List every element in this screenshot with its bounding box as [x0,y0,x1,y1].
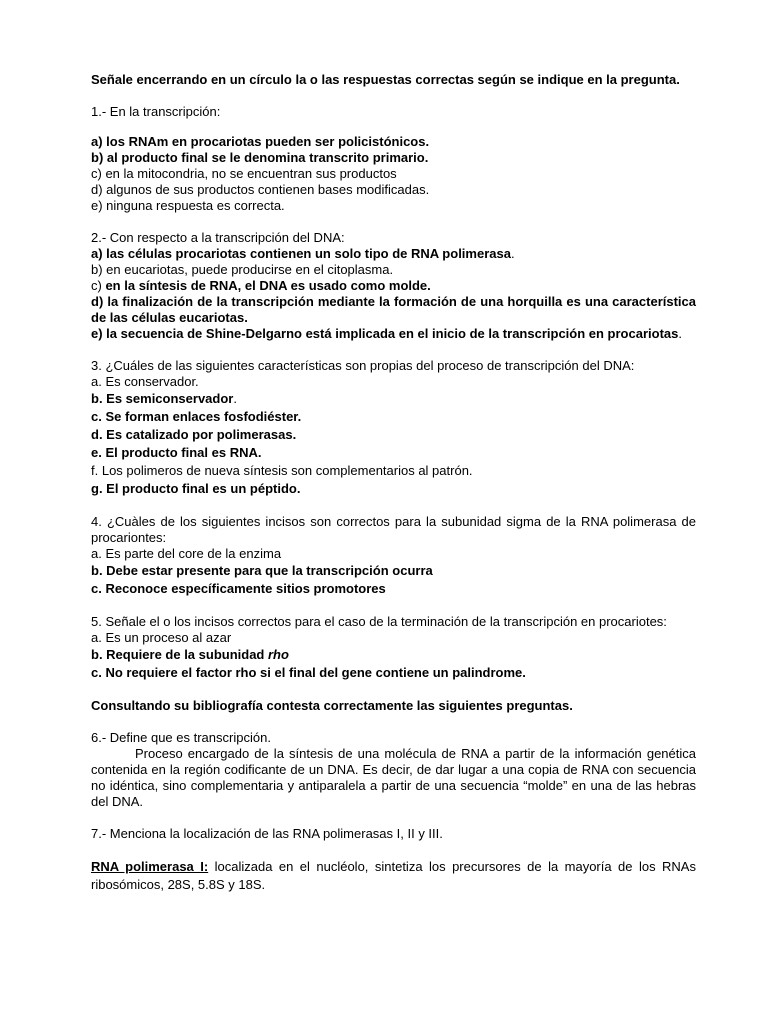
q2-option-a-end: . [510,246,515,261]
q3-option-d: d. Es catalizado por polimerasas. [91,427,297,442]
q7-answer-text: localizada en el nucléolo, sintetiza los precursores de la mayoría de los RNAs ribosómicos, 28S, 5.8S y 18S. [91,859,696,892]
q3-option-c: c. Se forman enlaces fosfodiéster. [91,409,302,424]
q2-option-a-text: a) las células procariotas contienen un solo tipo de RNA polimerasa [91,246,511,261]
question-7-title: 7.- Menciona la localización de las RNA polimerasas I, II y III. [91,826,443,841]
q5-option-b [91,646,696,664]
q5-option-b-italic: rho [267,647,289,662]
q2-option-c [91,278,696,294]
q7-answer [91,858,696,894]
q2-option-c-prefix: c) [91,278,106,293]
q2-option-a [91,246,696,262]
q3-option-a: a. Es conservador. [91,374,199,389]
q3-option-e: e. El producto final es RNA. [91,445,262,460]
q5-option-b-text: b. Requiere de la subunidad [91,647,268,662]
section-heading: Consultando su bibliografía contesta correctamente las siguientes preguntas. [91,698,573,713]
q3-option-b-end: . [233,391,237,406]
question-3-title: 3. ¿Cuáles de las siguientes características son propias del proceso de transcripción del DNA: [91,358,635,373]
instructions: Señale encerrando en un círculo la o las respuestas correctas según se indique en la pregunta. [91,72,680,87]
q3-option-b [91,390,696,408]
q2-option-c-text: en la síntesis de RNA, el DNA es usado como molde. [105,278,431,293]
question-6-title: 6.- Define que es transcripción. [91,730,271,745]
q2-option-e-end: . [678,326,682,341]
q1-option-d: d) algunos de sus productos contienen bases modificadas. [91,182,430,197]
q2-option-e [91,326,696,342]
q3-option-f: f. Los polimeros de nueva síntesis son complementarios al patrón. [91,463,473,478]
q1-option-e: e) ninguna respuesta es correcta. [91,198,285,213]
q5-option-c: c. No requiere el factor rho si el final del gene contiene un palindrome. [91,665,526,680]
q3-option-g: g. El producto final es un péptido. [91,481,301,496]
q4-option-c: c. Reconoce específicamente sitios promotores [91,581,386,596]
q5-option-a: a. Es un proceso al azar [91,630,232,645]
q1-option-a: a) los RNAm en procariotas pueden ser policistónicos. [91,134,430,149]
q2-option-d: d) la finalización de la transcripción mediante la formación de una horquilla es una característica de las células eucariotas. [91,294,696,325]
question-4-title: 4. ¿Cuàles de los siguientes incisos son correctos para la subunidad sigma de la RNA polimerasa de procariontes: [91,514,696,545]
q4-option-a: a. Es parte del core de la enzima [91,546,282,561]
q2-option-e-text: e) la secuencia de Shine-Delgarno está implicada en el inicio de la transcripción en procariotas [91,326,679,341]
question-5-title: 5. Señale el o los incisos correctos para el caso de la terminación de la transcripción en procariotes: [91,614,667,629]
q2-option-b: b) en eucariotas, puede producirse en el citoplasma. [91,262,394,277]
q6-answer: Proceso encargado de la síntesis de una molécula de RNA a partir de la información genética contenida en la región codificante de un DNA. Es decir, de dar lugar a una copia de RNA con secuencia no idéntica, sino complementaria y antiparalela a partir de una secuencia “molde” en una de las hebras del DNA. [91,746,696,809]
q1-option-c: c) en la mitocondria, no se encuentran sus productos [91,166,397,181]
q3-option-b-text: b. Es semiconservador [91,391,234,406]
q4-option-b: b. Debe estar presente para que la transcripción ocurra [91,563,433,578]
question-2-title: 2.- Con respecto a la transcripción del DNA: [91,230,345,245]
q1-option-b: b) al producto final se le denomina transcrito primario. [91,150,429,165]
q7-answer-label: RNA polimerasa I: [91,859,209,874]
question-1-title: 1.- En la transcripción: [91,104,221,119]
